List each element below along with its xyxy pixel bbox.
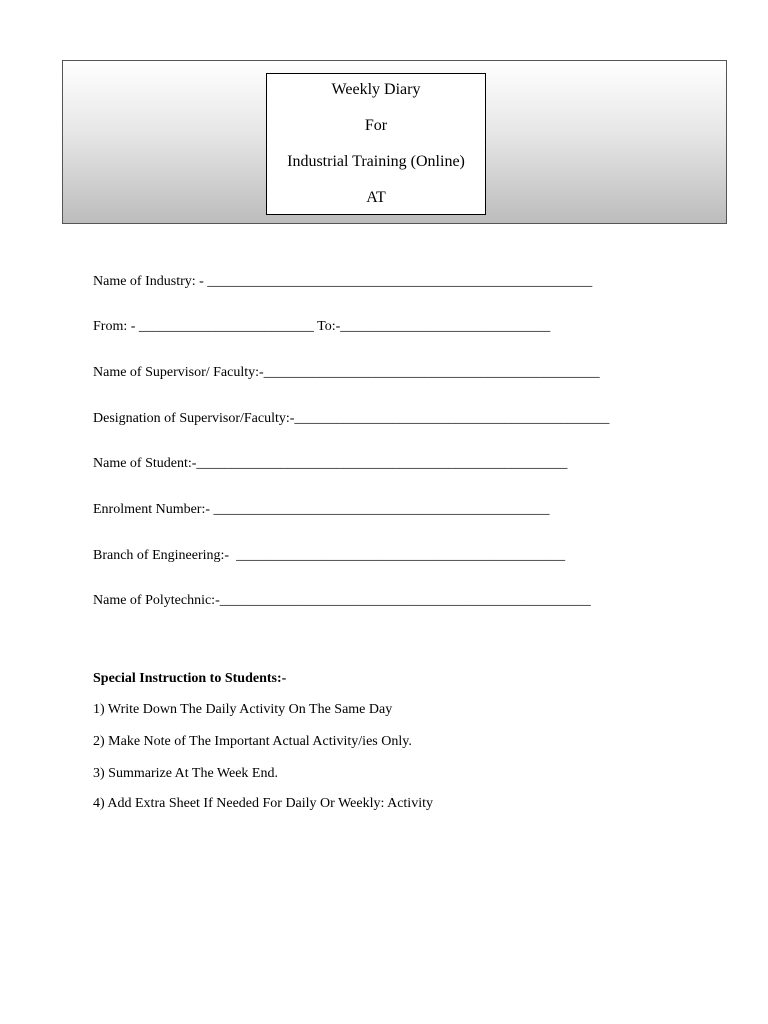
polytechnic-field[interactable] [93, 592, 591, 610]
enrolment-number-field[interactable] [93, 501, 550, 519]
instruction-item: 1) Write Down The Daily Activity On The Same Day [93, 702, 393, 717]
title-line-4: AT [366, 189, 386, 206]
title-line-3: Industrial Training (Online) [287, 153, 465, 170]
instruction-item: 2) Make Note of The Important Actual Activity/ies Only. [93, 734, 412, 749]
instructions-heading: Special Instruction to Students:- [93, 671, 287, 686]
student-name-field-text: Name of Student:-_____________________________________________________ [93, 456, 568, 471]
enrolment-number-field-text: Enrolment Number:- ________________________________________________ [93, 502, 550, 517]
designation-field-text: Designation of Supervisor/Faculty:-_____________________________________________ [93, 411, 610, 426]
industry-field[interactable] [93, 273, 592, 291]
student-name-field[interactable] [93, 455, 567, 473]
branch-field-text: Branch of Engineering:- _______________________________________________ [93, 548, 566, 563]
polytechnic-field-text: Name of Polytechnic:-_____________________________________________________ [93, 593, 591, 608]
supervisor-field[interactable] [93, 364, 600, 382]
title-box [266, 73, 486, 215]
instruction-item: 3) Summarize At The Week End. [93, 766, 278, 781]
supervisor-field-text: Name of Supervisor/ Faculty:-________________________________________________ [93, 365, 600, 380]
instruction-item: 4) Add Extra Sheet If Needed For Daily Or Weekly: Activity [93, 796, 433, 811]
from-to-field[interactable] [93, 318, 550, 336]
branch-field[interactable] [93, 547, 565, 565]
designation-field[interactable] [93, 410, 609, 428]
industry-field-text: Name of Industry: - _______________________________________________________ [93, 274, 593, 289]
from-to-field-text: From: - _________________________ To:-______________________________ [93, 319, 551, 334]
title-line-2: For [364, 117, 388, 134]
title-line-1: Weekly Diary [331, 81, 421, 98]
header-band [62, 60, 727, 224]
